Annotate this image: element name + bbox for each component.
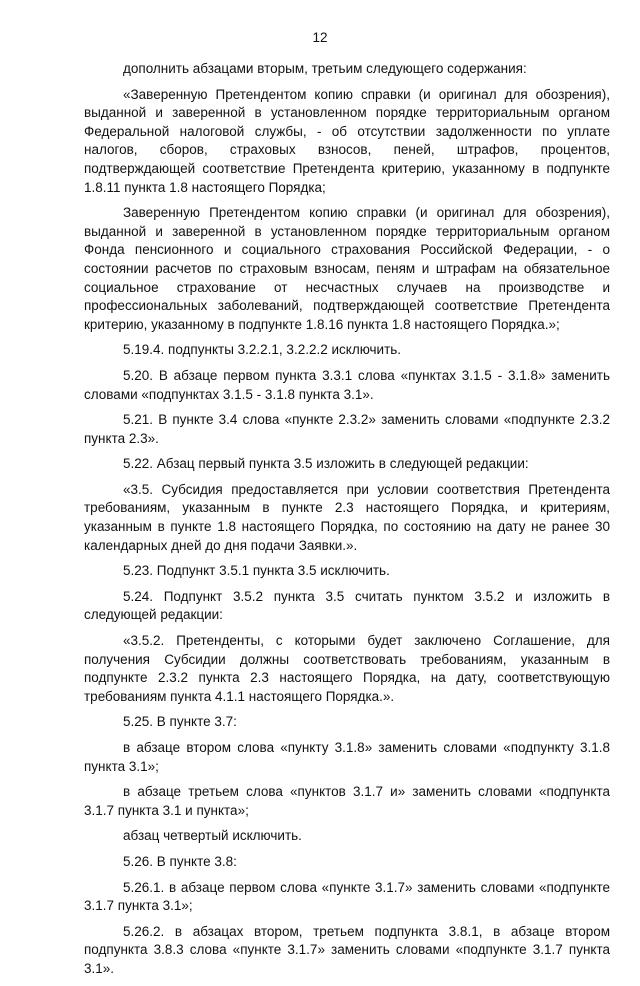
paragraph: 5.24. Подпункт 3.5.2 пункта 3.5 считать пунктом 3.5.2 и изложить в следующей редакции:	[84, 588, 610, 623]
paragraph: дополнить абзацами вторым, третьим следующего содержания:	[123, 61, 527, 76]
paragraph: 5.25. В пункте 3.7:	[123, 714, 237, 730]
document-body	[84, 60, 610, 986]
paragraph: «3.5.2. Претенденты, с которыми будет заключено Соглашение, для получения Субсидии должны соответствовать требованиям, указанным в подпункте 2.3.2 пункта 2.3 настоящего Порядка, на дату, соответствующую требованиям пункта 4.1.1 настоящего Порядка.».	[84, 633, 610, 704]
paragraph: 5.26.2. в абзацах втором, третьем подпункта 3.8.1, в абзаце втором подпункта 3.8.3 слова «пункте 3.1.7» заменить словами «подпункте 3.1.7 пункта 3.1».	[84, 923, 610, 976]
paragraph: Заверенную Претендентом копию справки (и оригинал для обозрения), выданной и заверенной в установленном порядке территориальным органом Фонда пенсионного и социального страхования Российской Федерации, - о состоянии расчетов по страховым взносам, пеням и штрафам на обязательное социальное страхование от несчастных случаев на производстве и профессиональных заболеваний, подтверждающей соответствие Претендента критерию, указанному в подпункте 1.8.16 пункта 1.8 настоящего Порядка.»;	[84, 205, 610, 332]
paragraph: 5.26.1. в абзаце первом слова «пункте 3.1.7» заменить словами «подпункте 3.1.7 пункта 3.1»;	[84, 879, 610, 914]
paragraph: 5.20. В абзаце первом пункта 3.3.1 слова «пунктах 3.1.5 - 3.1.8» заменить словами «подпунктах 3.1.5 - 3.1.8 пункта 3.1».	[84, 367, 610, 402]
paragraph: в абзаце втором слова «пункту 3.1.8» заменить словами «подпункту 3.1.8 пункта 3.1»;	[84, 740, 610, 774]
paragraph: 5.19.4. подпункты 3.2.2.1, 3.2.2.2 исключить.	[123, 342, 402, 358]
paragraph: «3.5. Субсидия предоставляется при условии соответствия Претендента требованиям, указанным в пункте 2.3 настоящего Порядка, и критериям, указанным в пункте 1.8 настоящего Порядка, по состоянию на дату не ранее 30 календарных дней до дня подачи Заявки.».	[84, 481, 610, 553]
paragraph: в абзаце третьем слова «пунктов 3.1.7 и» заменить словами «подпункта 3.1.7 пункта 3.1 и пункта»;	[84, 784, 610, 818]
paragraph: 5.21. В пункте 3.4 слова «пункте 2.3.2» заменить словами «подпункте 2.3.2 пункта 2.3».	[84, 412, 610, 446]
paragraph: «Заверенную Претендентом копию справки (и оригинал для обозрения), выданной и заверенной в установленном порядке территориальным органом Федеральной налоговой службы, - об отсутствии задолженности по уплате налогов, сборов, страховых взносов, пеней, штрафов, процентов, подтверждающей соответствие Претендента критерию, указанному в подпункте 1.8.11 пункта 1.8 настоящего Порядка;	[84, 86, 610, 195]
paragraph: 5.26. В пункте 3.8:	[123, 853, 237, 869]
paragraph: абзац четвертый исключить.	[123, 828, 302, 844]
paragraph: 5.23. Подпункт 3.5.1 пункта 3.5 исключить.	[123, 563, 390, 579]
paragraph: 5.22. Абзац первый пункта 3.5 изложить в следующей редакции:	[123, 456, 529, 472]
page-number: 12	[312, 30, 328, 45]
